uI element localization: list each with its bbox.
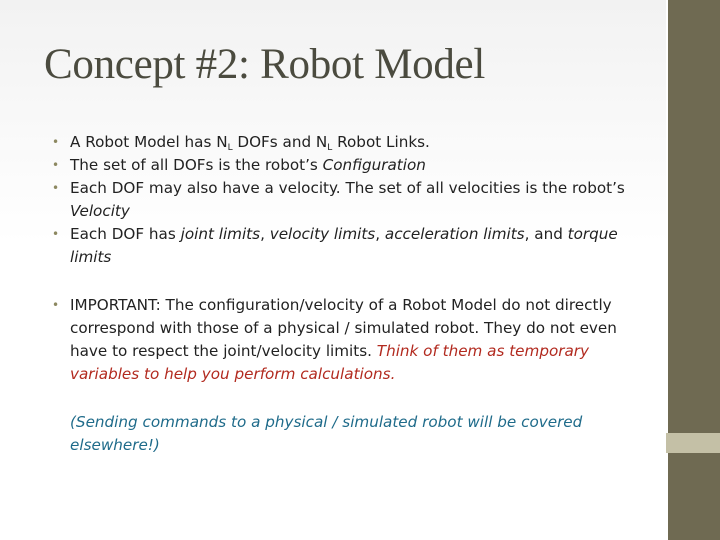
bullet-item-velocity: • Each DOF may also have a velocity. The set of all velocities is the robot’s Velocity <box>52 179 625 220</box>
bullet-icon: • <box>52 298 60 312</box>
sidebar-decoration <box>666 0 720 540</box>
bullet-item-configuration: • The set of all DOFs is the robot’s Configuration <box>52 154 632 177</box>
slide-body <box>52 131 632 457</box>
sidebar-divider <box>666 0 668 540</box>
bullet-icon: • <box>52 227 60 241</box>
bullet-item-limits: • Each DOF has joint limits, velocity limits, acceleration limits, and torque limits <box>52 225 618 266</box>
important-emphasis: Think of them as temporary variables to help you perform calculations. <box>70 342 590 383</box>
slide-title: Concept #2: Robot Model <box>44 41 485 88</box>
bullet-item-important: • IMPORTANT: The configuration/velocity of a Robot Model do not directly correspond with those of a physical / simulated robot. They do not even have to respect the joint/velocity limits. Think of them as temporary variables to help you perform calculations. <box>52 296 617 383</box>
note-text: (Sending commands to a physical / simulated robot will be covered elsewhere!) <box>70 413 583 454</box>
bullet-item-dofs: • A Robot Model has $N_L$ DOFs and $N_L$ Robot Links. <box>52 133 430 153</box>
bullet-icon: • <box>52 158 60 172</box>
spacer <box>52 269 632 294</box>
sidebar-accent-band <box>666 433 720 453</box>
bullet-icon: • <box>52 135 60 149</box>
bullet-icon: • <box>52 181 60 195</box>
